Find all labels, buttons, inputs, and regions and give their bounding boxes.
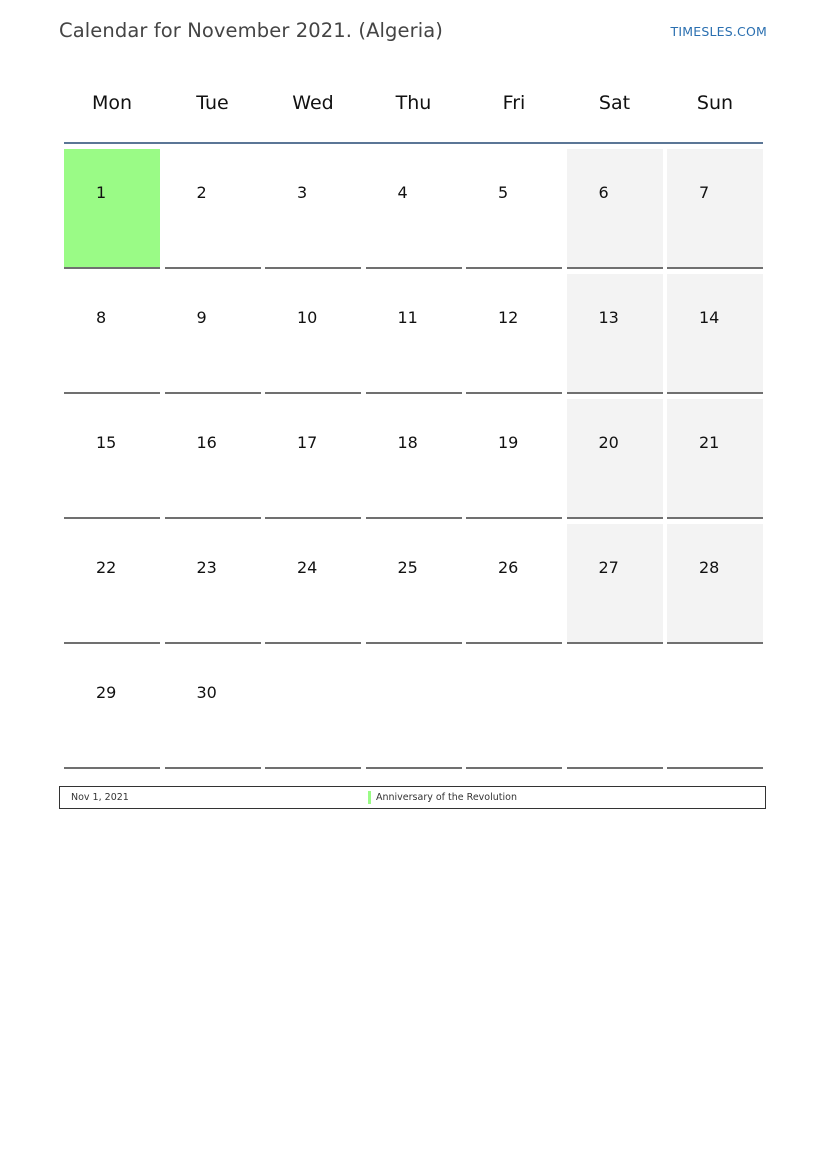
- day-cell[interactable]: [64, 524, 160, 644]
- day-cell[interactable]: [567, 149, 663, 269]
- day-number: 27: [598, 558, 619, 577]
- day-number: 22: [96, 558, 117, 577]
- day-cell[interactable]: [265, 399, 361, 519]
- day-cell[interactable]: [466, 399, 562, 519]
- empty-day-cell: [667, 649, 763, 769]
- day-cell[interactable]: [366, 274, 462, 394]
- day-number: 6: [598, 183, 609, 202]
- legend-swatch: [368, 791, 371, 804]
- brand-link[interactable]: TIMESLES.COM: [670, 24, 767, 39]
- day-cell[interactable]: [366, 399, 462, 519]
- day-number: 25: [397, 558, 418, 577]
- day-cell[interactable]: [466, 149, 562, 269]
- empty-day-cell: [466, 649, 562, 769]
- day-cell[interactable]: [567, 524, 663, 644]
- day-cell[interactable]: [466, 274, 562, 394]
- day-number: 12: [498, 308, 519, 327]
- day-cell[interactable]: [567, 399, 663, 519]
- day-number: 15: [96, 433, 117, 452]
- day-cell[interactable]: [366, 524, 462, 644]
- day-number: 16: [196, 433, 217, 452]
- day-number: 13: [598, 308, 619, 327]
- day-number: 19: [498, 433, 519, 452]
- day-number: 9: [196, 308, 207, 327]
- day-cell[interactable]: [64, 274, 160, 394]
- weekday-sat: Sat: [598, 92, 631, 114]
- day-cell[interactable]: [466, 524, 562, 644]
- weekday-thu: Thu: [395, 92, 432, 114]
- day-number: 7: [699, 183, 710, 202]
- day-cell[interactable]: [567, 274, 663, 394]
- day-number: 20: [598, 433, 619, 452]
- weekday-sun: Sun: [696, 92, 734, 114]
- day-number: 3: [297, 183, 308, 202]
- day-cell[interactable]: [265, 274, 361, 394]
- day-number: 8: [96, 308, 107, 327]
- day-number: 23: [196, 558, 217, 577]
- day-number: 2: [196, 183, 207, 202]
- calendar-grid: [64, 149, 764, 770]
- day-cell[interactable]: [165, 274, 261, 394]
- legend-date: Nov 1, 2021: [71, 792, 129, 803]
- day-cell[interactable]: [64, 149, 160, 269]
- empty-day-cell: [567, 649, 663, 769]
- day-cell[interactable]: [165, 399, 261, 519]
- day-number: 28: [699, 558, 720, 577]
- legend-holiday-name: Anniversary of the Revolution: [376, 792, 517, 803]
- day-number: 29: [96, 683, 117, 702]
- day-cell[interactable]: [667, 524, 763, 644]
- day-number: 18: [397, 433, 418, 452]
- weekday-mon: Mon: [91, 92, 133, 114]
- day-number: 17: [297, 433, 318, 452]
- weekday-header: [64, 78, 763, 144]
- weekday-tue: Tue: [196, 92, 229, 114]
- day-number: 1: [96, 183, 107, 202]
- day-number: 14: [699, 308, 720, 327]
- day-number: 11: [397, 308, 418, 327]
- day-cell[interactable]: [265, 149, 361, 269]
- day-cell[interactable]: [165, 524, 261, 644]
- empty-day-cell: [366, 649, 462, 769]
- day-cell[interactable]: [64, 649, 160, 769]
- day-cell[interactable]: [165, 149, 261, 269]
- day-number: 4: [397, 183, 408, 202]
- empty-day-cell: [265, 649, 361, 769]
- weekday-fri: Fri: [502, 92, 526, 114]
- day-cell[interactable]: [667, 399, 763, 519]
- day-number: 21: [699, 433, 720, 452]
- page-title: Calendar for November 2021. (Algeria): [59, 19, 443, 42]
- day-number: 5: [498, 183, 509, 202]
- weekday-wed: Wed: [292, 92, 334, 114]
- day-cell[interactable]: [667, 149, 763, 269]
- day-number: 24: [297, 558, 318, 577]
- holiday-legend: [59, 786, 766, 809]
- day-number: 26: [498, 558, 519, 577]
- day-cell[interactable]: [165, 649, 261, 769]
- day-cell[interactable]: [667, 274, 763, 394]
- day-number: 30: [196, 683, 217, 702]
- day-number: 10: [297, 308, 318, 327]
- day-cell[interactable]: [366, 149, 462, 269]
- day-cell[interactable]: [64, 399, 160, 519]
- day-cell[interactable]: [265, 524, 361, 644]
